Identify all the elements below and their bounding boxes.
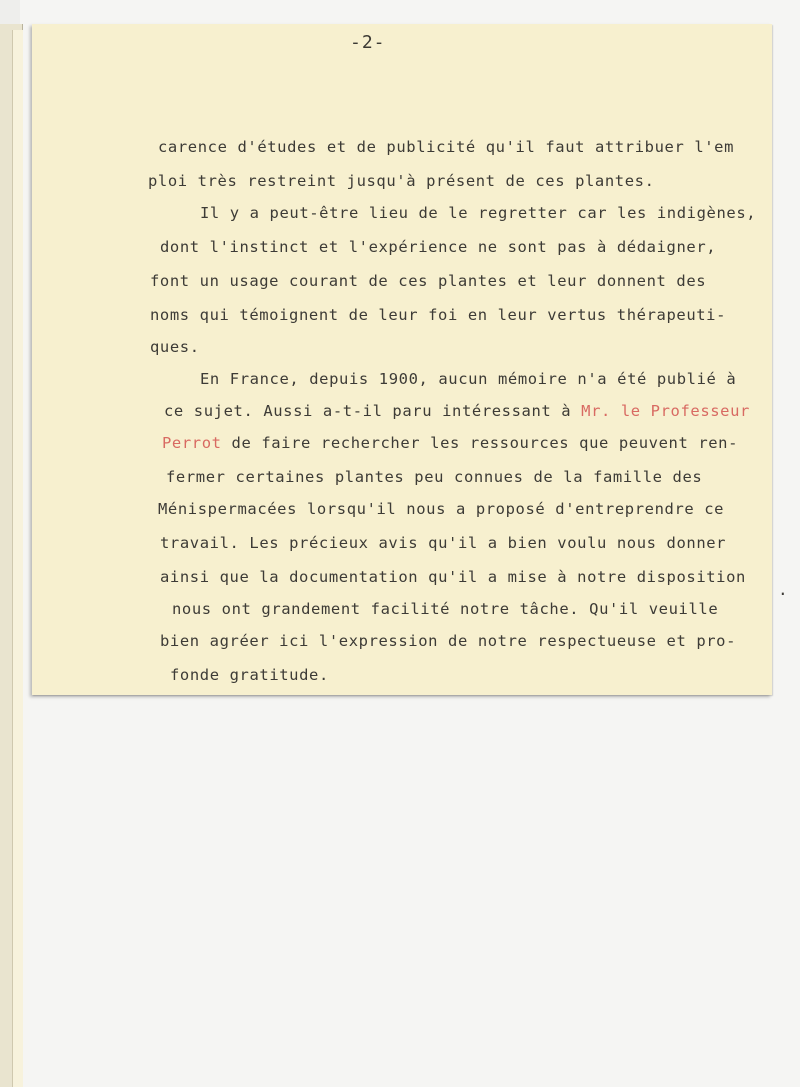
text-line: nous ont grandement facilité notre tâche. Qu'il veuille (172, 600, 719, 618)
text-line: ques. (150, 338, 200, 356)
text-line: noms qui témoignent de leur foi en leur vertus thérapeuti- (150, 306, 727, 324)
text-line: Il y a peut-être lieu de le regretter car les indigènes, (200, 204, 757, 222)
text-line: dont l'instinct et l'expérience ne sont pas à dédaigner, (160, 238, 717, 256)
text-segment: ce sujet. Aussi a-t-il paru intéressant à (164, 402, 582, 420)
page-number: -2- (350, 32, 386, 53)
text-line: ainsi que la documentation qu'il a mise à notre disposition (160, 568, 746, 586)
text-line: En France, depuis 1900, aucun mémoire n'a été publié à (200, 370, 737, 388)
professor-name: Mr. le Professeur (581, 402, 750, 420)
text-line: fermer certaines plantes peu connues de la famille des (166, 468, 703, 486)
margin-mark: . (778, 580, 788, 599)
text-line: font un usage courant de ces plantes et leur donnent des (150, 272, 707, 290)
text-segment: de faire rechercher les ressources que peuvent ren- (221, 434, 739, 452)
text-line: carence d'études et de publicité qu'il faut attribuer l'em (158, 138, 735, 156)
text-line: Ménispermacées lorsqu'il nous a proposé d'entreprendre ce (158, 500, 725, 518)
binding-edge (12, 30, 23, 1087)
text-line (164, 402, 750, 420)
text-line: bien agréer ici l'expression de notre respectueuse et pro- (160, 632, 737, 650)
text-line: travail. Les précieux avis qu'il a bien voulu nous donner (160, 534, 727, 552)
typed-page (32, 24, 788, 695)
text-line: ploi très restreint jusqu'à présent de ces plantes. (148, 172, 655, 190)
professor-name: Perrot (162, 434, 222, 452)
text-line: fonde gratitude. (170, 666, 329, 684)
text-line (162, 434, 738, 452)
